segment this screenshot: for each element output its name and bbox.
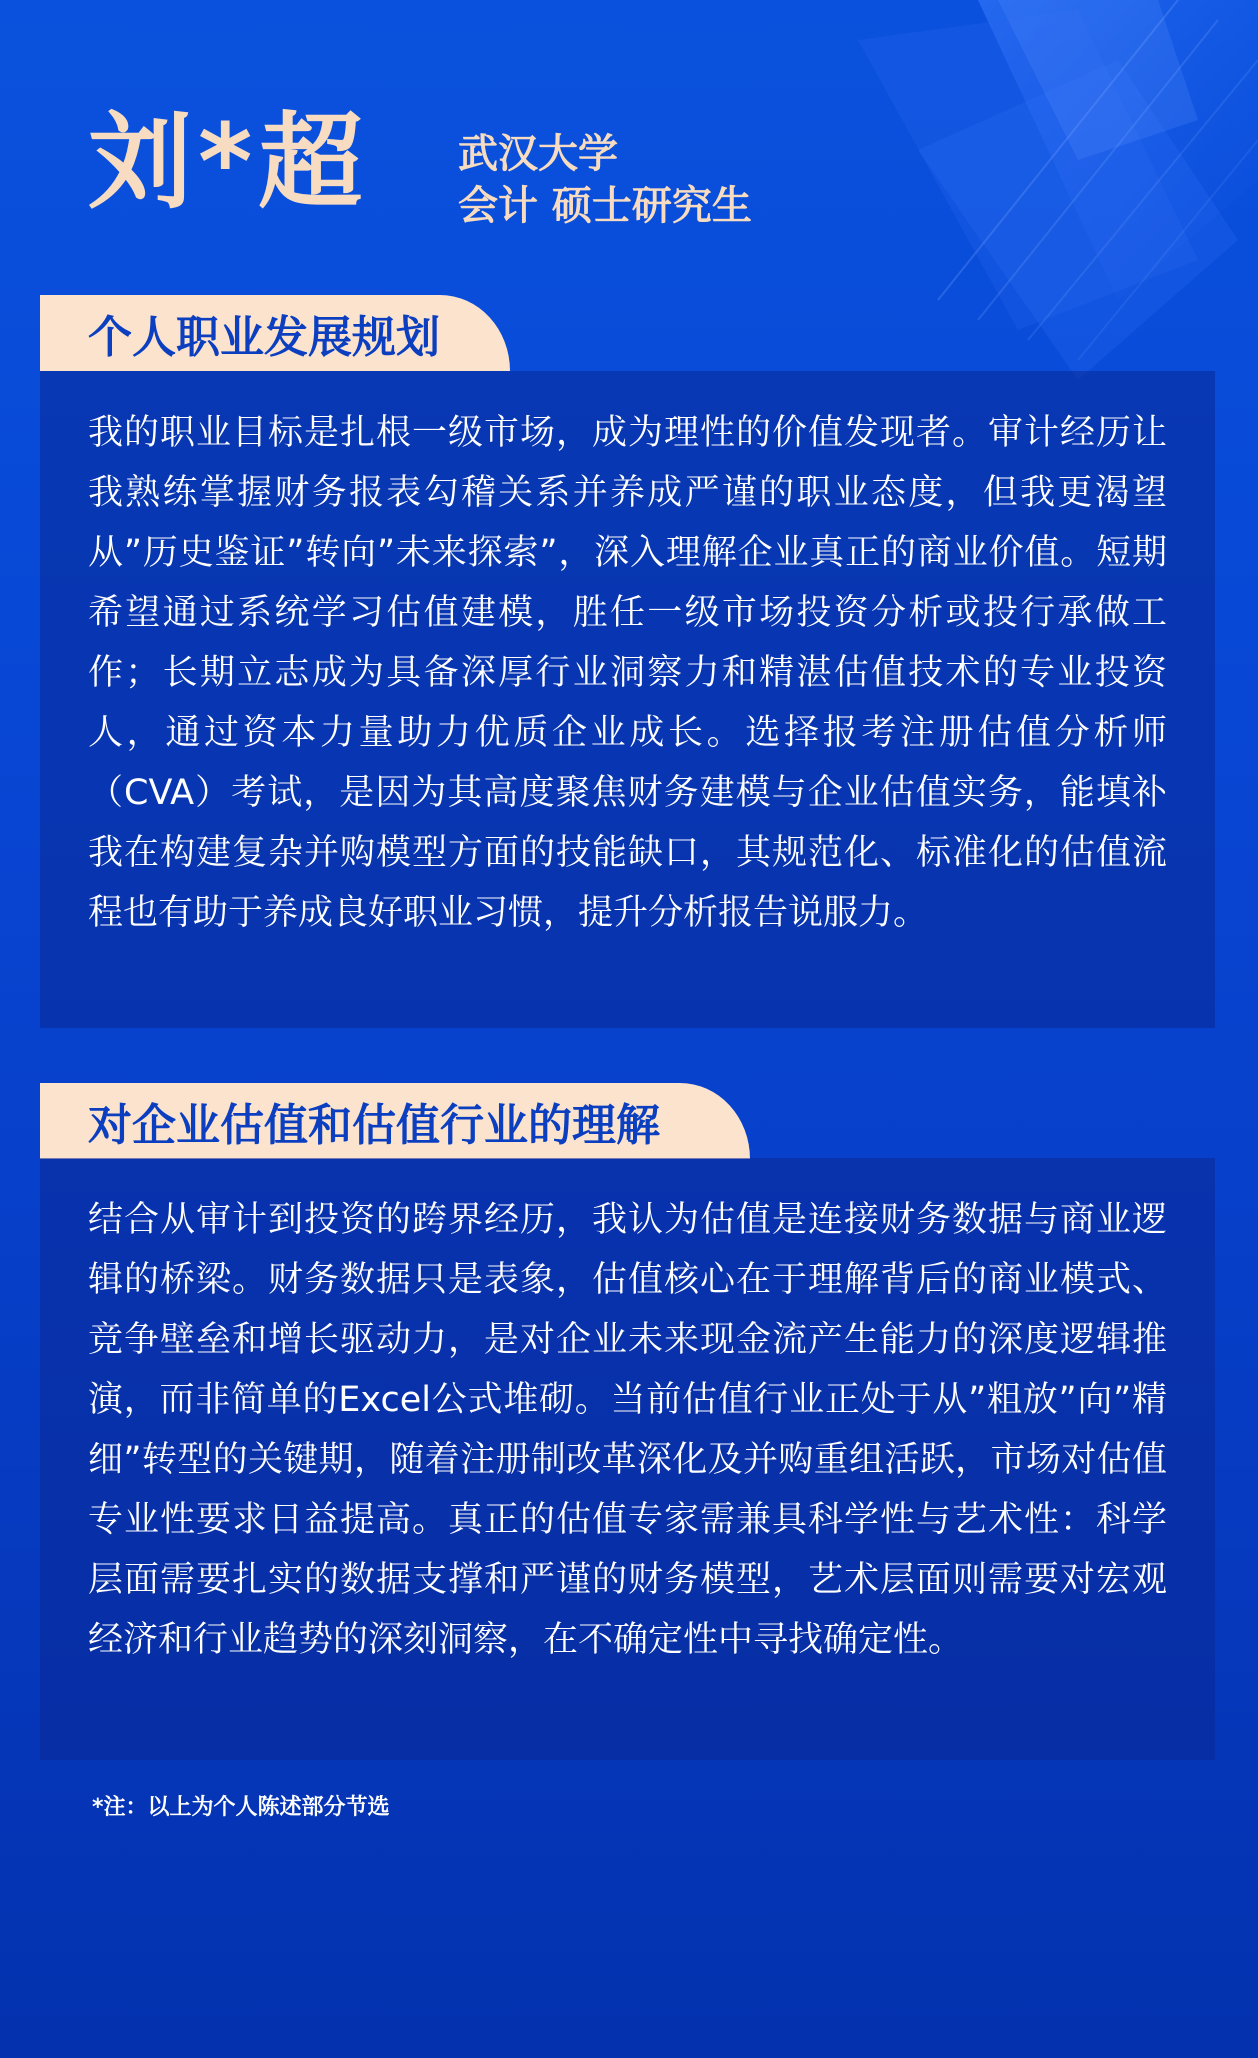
section-title: 个人职业发展规划	[88, 312, 440, 363]
section-valuation-understanding-tab	[40, 1083, 750, 1159]
person-name: 刘*超	[88, 101, 369, 223]
section-body: 我的职业目标是扎根一级市场，成为理性的价值发现者。审计经历让我熟练掌握财务报表勾稽关系并养成严谨的职业态度，但我更渴望从”历史鉴证”转向”未来探索”，深入理解企业真正的商业价值。短期希望通过系统学习估值建模，胜任一级市场投资分析或投行承做工作；长期立志成为具备深厚行业洞察力和精湛估值技术的专业投资人，通过资本力量助力优质企业成长。选择报考注册估值分析师（CVA）考试，是因为其高度聚焦财务建模与企业估值实务，能填补我在构建复杂并购模型方面的技能缺口，其规范化、标准化的估值流程也有助于养成良好职业习惯，提升分析报告说服力。	[88, 413, 1167, 933]
section-title: 对企业估值和估值行业的理解	[88, 1100, 660, 1151]
footnote: *注：以上为个人陈述部分节选	[92, 1795, 390, 1820]
program-name: 会计 硕士研究生	[458, 183, 752, 229]
section-valuation-understanding-panel	[40, 1158, 1215, 1760]
school-info	[458, 128, 752, 232]
section-career-plan-panel	[40, 371, 1215, 1028]
section-career-plan-tab	[40, 295, 510, 371]
section-body: 结合从审计到投资的跨界经历，我认为估值是连接财务数据与商业逻辑的桥梁。财务数据只是表象，估值核心在于理解背后的商业模式、竞争壁垒和增长驱动力，是对企业未来现金流产生能力的深度逻辑推演，而非简单的Excel公式堆砌。当前估值行业正处于从”粗放”向”精细”转型的关键期，随着注册制改革深化及并购重组活跃，市场对估值专业性要求日益提高。真正的估值专家需兼具科学性与艺术性：科学层面需要扎实的数据支撑和严谨的财务模型，艺术层面则需要对宏观经济和行业趋势的深刻洞察，在不确定性中寻找确定性。	[88, 1200, 1167, 1660]
school-name: 武汉大学	[458, 131, 618, 177]
